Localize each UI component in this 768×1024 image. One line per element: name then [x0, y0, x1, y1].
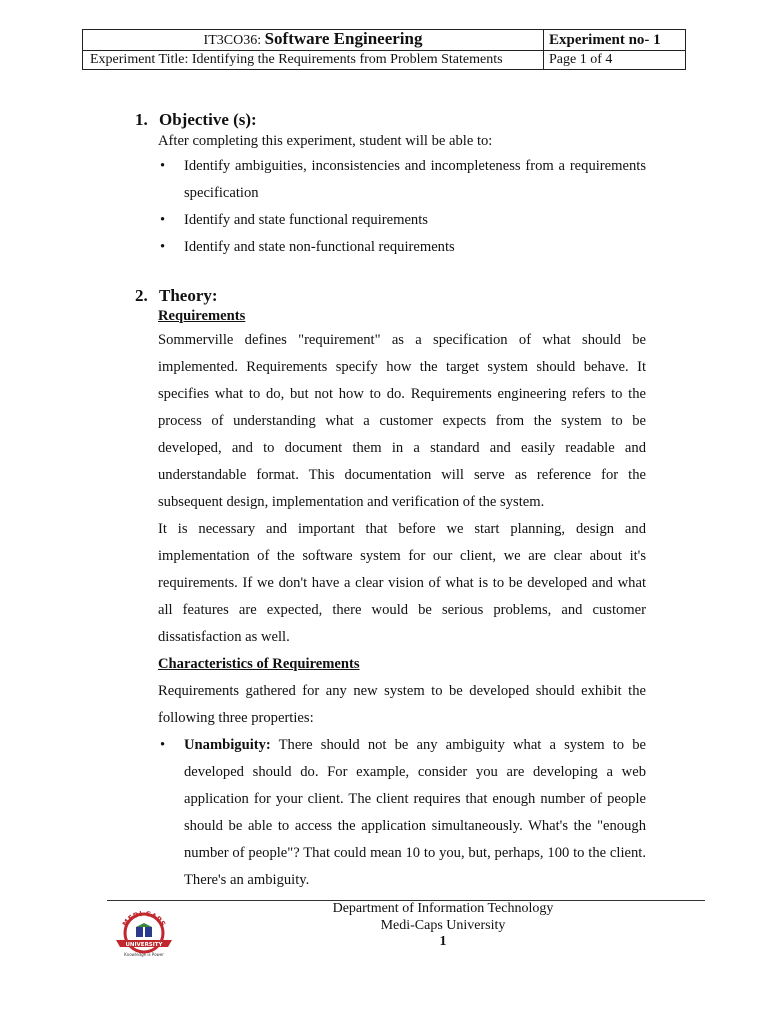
- logo-tagline: Knowledge is Power: [124, 952, 164, 957]
- objective-list: [158, 153, 646, 261]
- course-name: Software Engineering: [264, 29, 423, 48]
- footer-department: Department of Information Technology: [332, 901, 554, 916]
- university-logo-icon: [112, 906, 176, 958]
- footer: [220, 901, 666, 951]
- footer-university: Medi-Caps University: [380, 917, 506, 933]
- bullet-text: There should not be any ambiguity what a system to be developed should do. For example, consider you are developing a web application for your client. The client requires that enough number of people should be able to access the application simultaneously. What's the "enough number of people"? That could mean 10 to you, but, perhaps, 100 to the client. There's an ambiguity.: [184, 737, 646, 888]
- requirements-subheading: Requirements: [158, 308, 246, 324]
- bullet-term: Unambiguity:: [184, 737, 271, 753]
- objective-content: [158, 131, 646, 261]
- course-code: IT3CO36:: [203, 33, 265, 48]
- theory-number: 2.: [135, 286, 148, 305]
- page-number: 1: [439, 934, 447, 949]
- course-cell: [83, 30, 544, 51]
- theory-heading: [135, 286, 218, 306]
- experiment-title: Experiment Title: Identifying the Requirements from Problem Statements: [83, 51, 544, 70]
- theory-content: [158, 306, 646, 894]
- objective-heading: [135, 110, 257, 130]
- characteristics-subheading: Characteristics of Requirements: [158, 656, 360, 672]
- logo-text-band: UNIVERSITY: [125, 942, 163, 948]
- theory-paragraph-2: It is necessary and important that before we start planning, design and implementation of the software system for our client, we are clear about it's requirements. If we don't have a clear vision of what is to be developed and what all features are expected, there would be serious problems, and customer dissatisfaction as well.: [158, 521, 646, 645]
- logo-text-top: MEDI-CAPS: [121, 909, 167, 929]
- page-indicator: Page 1 of 4: [544, 51, 686, 70]
- objective-intro: After completing this experiment, student will be able to:: [158, 133, 493, 149]
- bullet-icon: •: [160, 158, 166, 174]
- list-item: [158, 732, 646, 894]
- objective-title: Objective (s):: [159, 110, 257, 129]
- header-table: [82, 29, 686, 70]
- list-item: • Identify and state functional requirements: [158, 207, 646, 234]
- objective-number: 1.: [135, 110, 148, 129]
- characteristics-list: [158, 732, 646, 894]
- experiment-number: Experiment no- 1: [544, 30, 686, 51]
- list-item: • Identify and state non-functional requirements: [158, 234, 646, 261]
- bullet-icon: •: [160, 737, 166, 753]
- theory-paragraph-1: Sommerville defines "requirement" as a specification of what should be implemented. Requirements specify how the target system should behave. It specifies what to do, but not how to do. Requirements engineering refers to the process of understanding what a customer expects from the system to be developed, and to document them in a standard and easily readable and understandable format. This documentation will serve as reference for the subsequent design, implementation and verification of the system.: [158, 332, 646, 510]
- bullet-icon: •: [160, 212, 166, 228]
- theory-title: Theory:: [159, 286, 218, 305]
- list-item: • Identify ambiguities, inconsistencies and incompleteness from a requirements specification: [158, 153, 646, 207]
- bullet-icon: •: [160, 239, 166, 255]
- theory-paragraph-3: Requirements gathered for any new system to be developed should exhibit the following three properties:: [158, 683, 646, 726]
